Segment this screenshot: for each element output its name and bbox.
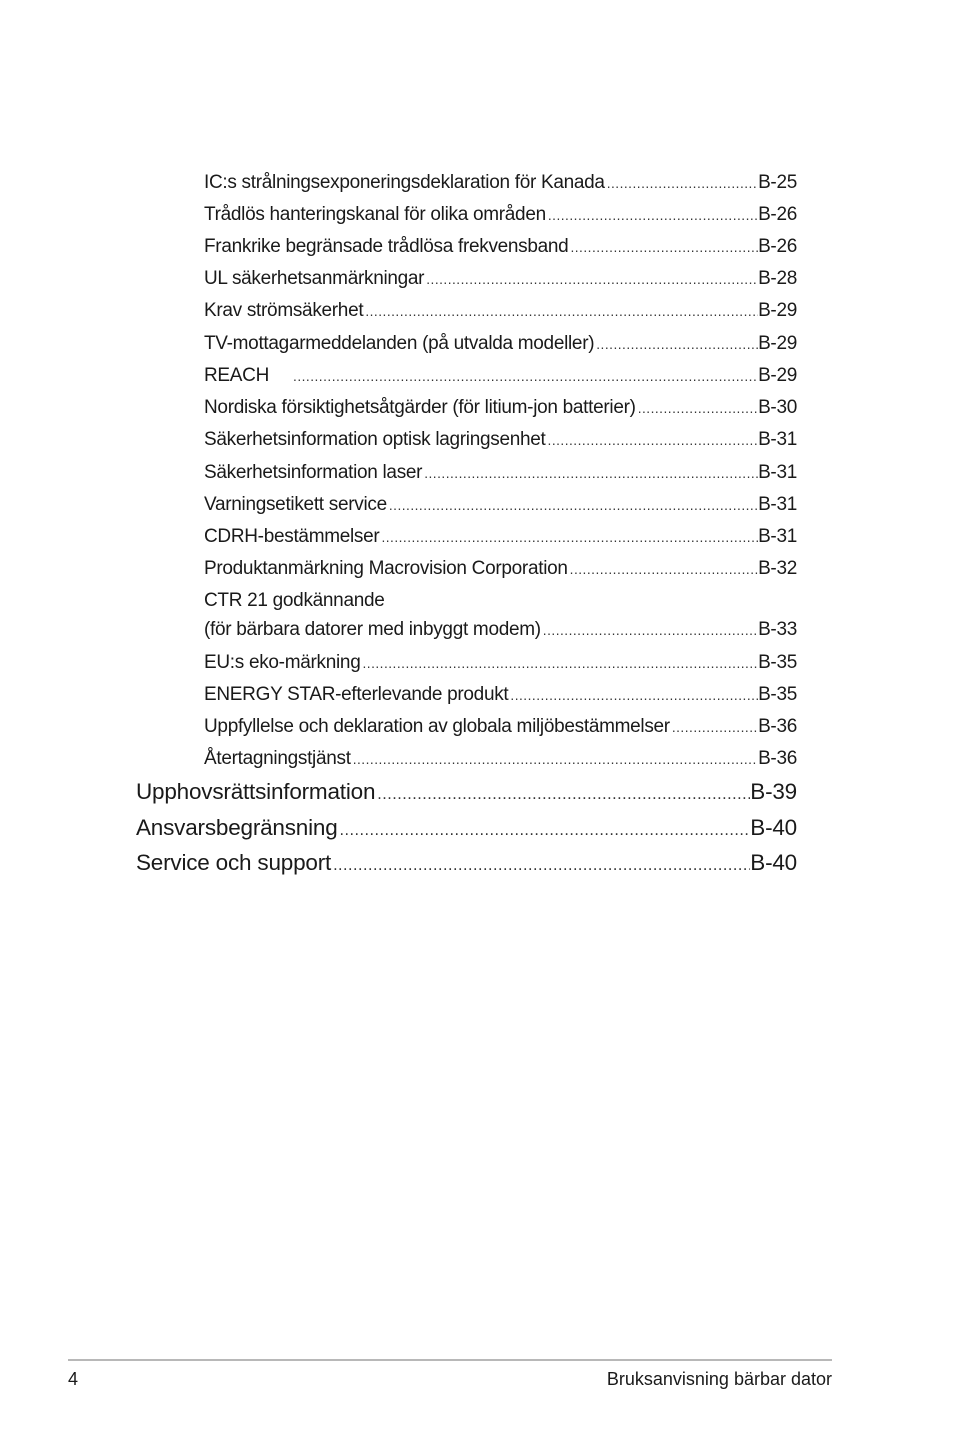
toc-leader-dots — [340, 821, 751, 840]
toc-entry-title: CDRH-bestämmelser — [204, 526, 380, 547]
toc-leader-dots — [570, 240, 758, 255]
toc-entry-title: TV-mottagarmeddelanden (på utvalda modeller) — [204, 333, 595, 354]
toc-entry-page: B-29 — [758, 333, 797, 354]
toc-leader-dots — [293, 369, 758, 384]
toc-entry[interactable] — [204, 652, 797, 674]
toc-entry-main[interactable] — [136, 779, 797, 805]
toc-entry-page: B-35 — [758, 684, 797, 705]
toc-leader-dots — [333, 856, 750, 875]
toc-leader-dots — [365, 304, 758, 319]
toc-entry[interactable] — [204, 300, 797, 322]
toc-entry-title: Ansvarsbegränsning — [136, 815, 338, 840]
toc-entry-title: Krav strömsäkerhet — [204, 300, 364, 321]
toc-entry[interactable] — [204, 204, 797, 226]
toc-entry-page: B-40 — [750, 815, 797, 840]
toc-entry-page: B-35 — [758, 652, 797, 673]
toc-entry-title: ENERGY STAR-efterlevande produkt — [204, 684, 509, 705]
toc-entry[interactable] — [204, 268, 797, 290]
toc-entry-title: (för bärbara datorer med inbyggt modem) — [204, 619, 541, 640]
toc-leader-dots — [377, 785, 750, 804]
toc-leader-dots — [596, 337, 758, 352]
toc-entry[interactable] — [204, 333, 797, 355]
toc-leader-dots — [672, 720, 758, 735]
toc-entry-title: Säkerhetsinformation laser — [204, 462, 423, 483]
toc-entry-page: B-30 — [758, 397, 797, 418]
toc-entry-title: UL säkerhetsanmärkningar — [204, 268, 425, 289]
toc-entry-page: B-26 — [758, 236, 797, 257]
toc-leader-dots — [543, 623, 758, 638]
toc-leader-dots — [548, 208, 758, 223]
toc-leader-dots — [353, 752, 758, 767]
toc-entry-page: B-36 — [758, 716, 797, 737]
toc-entry-title: Återtagningstjänst — [204, 748, 351, 769]
toc-entry-title: IC:s strålningsexponeringsdeklaration för Kanada — [204, 172, 605, 193]
toc-entry-title: Upphovsrättsinformation — [136, 779, 376, 804]
footer-document-title: Bruksanvisning bärbar dator — [606, 1369, 832, 1389]
toc-entry-title: Service och support — [136, 850, 332, 875]
toc-entry[interactable] — [204, 462, 797, 484]
toc-entry-title: Uppfyllelse och deklaration av globala miljöbestämmelser — [204, 716, 670, 737]
toc-leader-dots — [424, 466, 758, 481]
toc-entry-page: B-40 — [750, 850, 797, 875]
toc-entry-page: B-26 — [758, 204, 797, 225]
toc-entry-page: B-31 — [758, 462, 797, 483]
toc-entry[interactable] — [204, 716, 797, 738]
toc-entry-page: B-31 — [758, 526, 797, 547]
toc-leader-dots — [389, 498, 758, 513]
toc-entry[interactable] — [204, 684, 797, 706]
toc-entry-page: B-31 — [758, 494, 797, 515]
toc-entry-main[interactable] — [136, 850, 797, 876]
toc-entry-page: B-33 — [758, 619, 797, 640]
toc-leader-dots — [607, 176, 758, 191]
toc-entry-title-line1[interactable]: CTR 21 godkännande — [204, 590, 385, 611]
toc-entry-title: EU:s eko-märkning — [204, 652, 361, 673]
toc-entry[interactable] — [204, 494, 797, 516]
toc-entry-title: Frankrike begränsade trådlösa frekvensband — [204, 236, 569, 257]
toc-entry[interactable] — [204, 172, 797, 194]
toc-entry-title: Produktanmärkning Macrovision Corporation — [204, 558, 568, 579]
toc-entry-page: B-29 — [758, 365, 797, 386]
toc-entry-title: Nordiska försiktighetsåtgärder (för litium-jon batterier) — [204, 397, 636, 418]
toc-entry[interactable] — [204, 429, 797, 451]
toc-entry-page: B-39 — [750, 779, 797, 804]
toc-leader-dots — [510, 688, 758, 703]
toc-entry-title: Säkerhetsinformation optisk lagringsenhet — [204, 429, 546, 450]
toc-entry[interactable] — [204, 236, 797, 258]
toc-entry-title: Trådlös hanteringskanal för olika områden — [204, 204, 546, 225]
toc-leader-dots — [570, 562, 758, 577]
toc-entry-page: B-28 — [758, 268, 797, 289]
toc-entry-page: B-31 — [758, 429, 797, 450]
toc-leader-dots — [638, 401, 758, 416]
toc-leader-dots — [381, 530, 758, 545]
toc-entry-title: Varningsetikett service — [204, 494, 387, 515]
toc-entry-title: REACH — [204, 365, 270, 386]
footer-divider — [68, 1359, 832, 1361]
toc-leader-dots — [362, 656, 758, 671]
toc-entry-page: B-32 — [758, 558, 797, 579]
toc-entry[interactable] — [204, 558, 797, 580]
toc-leader-dots — [548, 433, 759, 448]
toc-entry-page: B-29 — [758, 300, 797, 321]
toc-entry-page: B-25 — [758, 172, 797, 193]
toc-leader-dots — [426, 272, 758, 287]
toc-entry[interactable] — [204, 748, 797, 770]
toc-entry-main[interactable] — [136, 815, 797, 841]
footer-page-number: 4 — [68, 1369, 79, 1389]
toc-entry[interactable] — [204, 397, 797, 419]
toc-entry[interactable] — [204, 526, 797, 548]
toc-entry[interactable] — [204, 365, 797, 387]
toc-entry[interactable] — [204, 619, 797, 641]
toc-entry-page: B-36 — [758, 748, 797, 769]
